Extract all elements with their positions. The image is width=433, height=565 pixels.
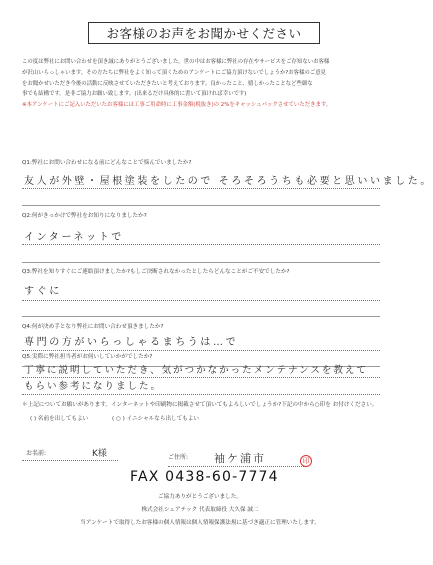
intro-text bbox=[22, 57, 382, 111]
seal-stamp-icon: 印 bbox=[300, 455, 312, 467]
answer-3: すぐに bbox=[24, 286, 62, 297]
answer-rule bbox=[22, 350, 380, 351]
address-rule bbox=[168, 466, 304, 467]
company-signature: 株式会社シェアテック 代表取締役 大久保 誠二 bbox=[141, 507, 259, 513]
option-name-ok[interactable]: ( ) 名前を出してもよい bbox=[30, 416, 89, 422]
answer-5-line-1: 丁寧に説明していただき、気がつかなかったメンテナンスを教えて bbox=[24, 365, 368, 376]
name-label: お名前: bbox=[26, 450, 47, 457]
address-label: ご住所: bbox=[168, 454, 189, 461]
consent-text: ＊上記についてお願いがあります。インターネットや印刷物に掲載させて頂いてもよろしいでしょうか?下記の中から○印を お付けください。 bbox=[22, 402, 378, 408]
section-divider bbox=[22, 205, 380, 206]
intro-line: 事でも結構です。是非ご協力お願い致します。(出来るだけ具体的に書いて頂ければ幸いです) bbox=[22, 91, 247, 98]
answer-2: インターネットで bbox=[24, 232, 124, 243]
intro-line: をお聞かせいただき今後の活動に反映させていただきたいと考えております。良かったこと、嬉しかったことなど些細な bbox=[22, 80, 313, 87]
answer-5-line-2: もらい参考になりました。 bbox=[24, 381, 163, 392]
answer-rule bbox=[22, 244, 380, 245]
section-divider bbox=[22, 262, 380, 263]
answer-1: 友人が外壁・屋根塗装をしたので そろそろうちも必要と思いいました。 bbox=[24, 176, 433, 187]
answer-4: 専門の方がいらっしゃるまちうは…で bbox=[24, 337, 239, 348]
cashback-note: ※本アンケートにご記入いただいたお客様には工事ご用命時に工事金額(税抜き)の 2%をキャッシュバックさせていただきます。 bbox=[22, 102, 332, 109]
answer-rule bbox=[22, 300, 380, 301]
question-4-label: Q4:何が決め手となり弊社にお問い合わせ頂きましたか? bbox=[22, 324, 164, 330]
option-initial-ok[interactable]: ( ○ ) イニシャルなら出してもよい bbox=[112, 416, 200, 422]
answer-rule bbox=[22, 394, 380, 395]
name-rule bbox=[22, 460, 118, 461]
privacy-note: 当アンケートで取得したお客様の個人情報は個人情報保護法規に基づき適正に管理いたします。 bbox=[80, 520, 320, 526]
intro-line: が沢山いらっしゃいます。その方たちに弊社をよく知って頂くためのアンケートにご協力頂けないでしょうか?お客様のご意見 bbox=[22, 69, 326, 76]
question-1-label: Q1:弊社にお問い合わせになる前にどんなことで悩んでいましたか? bbox=[22, 160, 192, 166]
name-value: K様 bbox=[92, 449, 107, 459]
section-divider bbox=[22, 316, 380, 317]
question-5-label: Q5:実際に弊社担当者がお伺いしていかがでしたか? bbox=[22, 354, 153, 360]
page-title: お客様のお声をお聞かせください bbox=[88, 22, 320, 44]
fax-number: FAX 0438-60-7774 bbox=[130, 469, 279, 485]
thanks-text: ご協力ありがとうございました。 bbox=[158, 494, 242, 500]
intro-line: この度は弊社にお問い合わせを頂き誠にありがとうございました。世の中はお客様に弊社の存在やサービスをご存知ないお客様 bbox=[22, 59, 330, 65]
answer-rule bbox=[22, 188, 380, 189]
question-2-label: Q2:何がきっかけで弊社をお知りになりましたか? bbox=[22, 213, 147, 219]
consent-options bbox=[30, 414, 221, 422]
address-value: 袖ケ浦市 bbox=[214, 452, 266, 465]
question-3-label: Q3:弊社を知りすぐにご連絡頂けましたか?もしご決断されなかったとしたらどんなことがご不安でしたか? bbox=[22, 269, 290, 275]
